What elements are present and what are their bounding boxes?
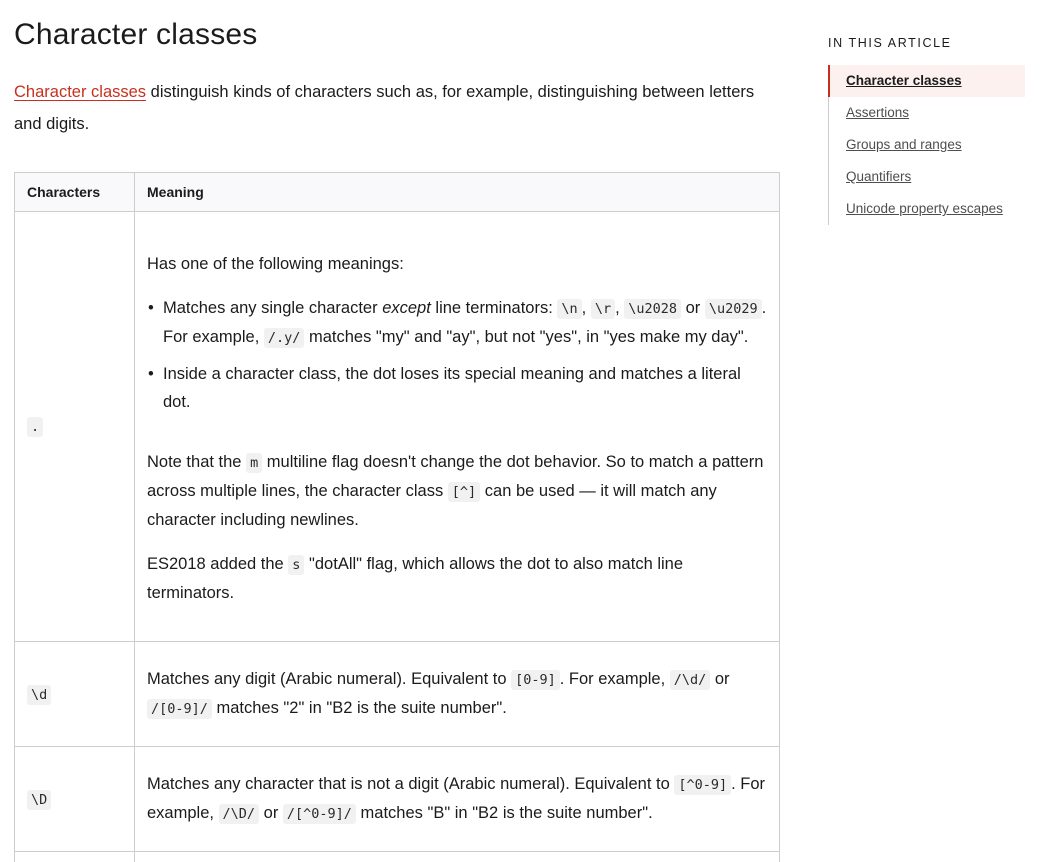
table-header-row — [15, 173, 780, 212]
inline-code: /.y/ — [264, 328, 305, 348]
table-row — [15, 747, 780, 852]
toc-item-unicode-property-escapes[interactable]: Unicode property escapes — [846, 201, 1003, 216]
text: , — [615, 299, 625, 317]
intro-paragraph — [14, 76, 780, 140]
text: or — [259, 804, 283, 822]
table-row — [15, 852, 780, 862]
text: or — [710, 670, 730, 688]
inline-code: \n — [557, 299, 581, 319]
text: matches "2" in "B2 is the suite number". — [211, 699, 507, 717]
character-cell — [15, 747, 135, 852]
toc-heading: IN THIS ARTICLE — [828, 36, 952, 50]
inline-code: [^] — [448, 482, 480, 502]
character-cell — [15, 852, 135, 862]
list-item — [147, 294, 767, 352]
inline-code: /[0-9]/ — [147, 699, 212, 719]
meaning-paragraph — [147, 770, 767, 828]
character-code: \d — [27, 685, 51, 705]
inline-code: [^0-9] — [674, 775, 731, 795]
text: . For example, — [559, 670, 670, 688]
toc-list — [828, 65, 1025, 225]
text: matches "my" and "ay", but not "yes", in "yes make my day". — [304, 328, 749, 346]
text: can be used — it will match any character including newlines. — [147, 482, 717, 529]
meaning-cell — [135, 747, 780, 852]
emphasis-text: except — [382, 299, 431, 317]
inline-code: \r — [591, 299, 615, 319]
meaning-paragraph — [147, 448, 767, 534]
character-cell — [15, 642, 135, 747]
inline-code: \u2028 — [624, 299, 681, 319]
toc-item-groups-and-ranges[interactable]: Groups and ranges — [846, 137, 962, 152]
meaning-list — [147, 294, 767, 416]
text: ES2018 added the — [147, 555, 289, 573]
text: . For example, — [147, 775, 766, 822]
text: matches "B" in "B2 is the suite number". — [355, 804, 653, 822]
text: , — [581, 299, 591, 317]
table-of-contents — [828, 36, 1025, 225]
meaning-cell — [135, 852, 780, 862]
text: or — [681, 299, 705, 317]
toc-item-quantifiers[interactable]: Quantifiers — [846, 169, 912, 184]
header-meaning: Meaning — [135, 173, 780, 212]
main-content — [14, 0, 780, 862]
meaning-paragraph — [147, 665, 767, 723]
character-classes-link[interactable]: Character classes — [14, 83, 147, 101]
meaning-paragraph — [147, 550, 767, 607]
inline-code: \u2029 — [705, 299, 762, 319]
text: Matches any digit (Arabic numeral). Equivalent to — [147, 670, 512, 688]
intro-text: distinguish kinds of characters such as, for example, distinguishing between letters and digits. — [14, 83, 755, 133]
text: "dotAll" flag, which allows the dot to also match line terminators. — [147, 555, 684, 602]
meaning-cell — [135, 642, 780, 747]
page-title: Character classes — [14, 18, 258, 51]
inline-code: m — [246, 453, 262, 473]
meaning-paragraph: Has one of the following meanings: — [147, 255, 404, 273]
text: multiline flag doesn't change the dot behavior. So to match a pattern across multiple lines, the character class — [147, 453, 764, 500]
toc-item-character-classes[interactable]: Character classes — [828, 65, 1025, 97]
table-row — [15, 642, 780, 747]
character-class-table — [14, 172, 780, 862]
header-characters: Characters — [15, 173, 135, 212]
character-code: \D — [27, 790, 51, 810]
character-cell — [15, 212, 135, 642]
table-row — [15, 212, 780, 642]
text: . For example, — [163, 299, 767, 346]
inline-code: /\d/ — [670, 670, 711, 690]
text: Matches any single character — [163, 299, 383, 317]
text: line terminators: — [430, 299, 558, 317]
list-item: • Inside a character class, the dot loses its special meaning and matches a literal dot. — [147, 360, 767, 416]
inline-code: /[^0-9]/ — [283, 804, 356, 824]
toc-item-assertions[interactable]: Assertions — [846, 105, 910, 120]
inline-code: /\D/ — [219, 804, 260, 824]
inline-code: s — [288, 555, 304, 575]
text: Note that the — [147, 453, 247, 471]
meaning-cell — [135, 212, 780, 642]
character-code: . — [27, 417, 43, 437]
inline-code: [0-9] — [511, 670, 560, 690]
text: Matches any character that is not a digit (Arabic numeral). Equivalent to — [147, 775, 675, 793]
